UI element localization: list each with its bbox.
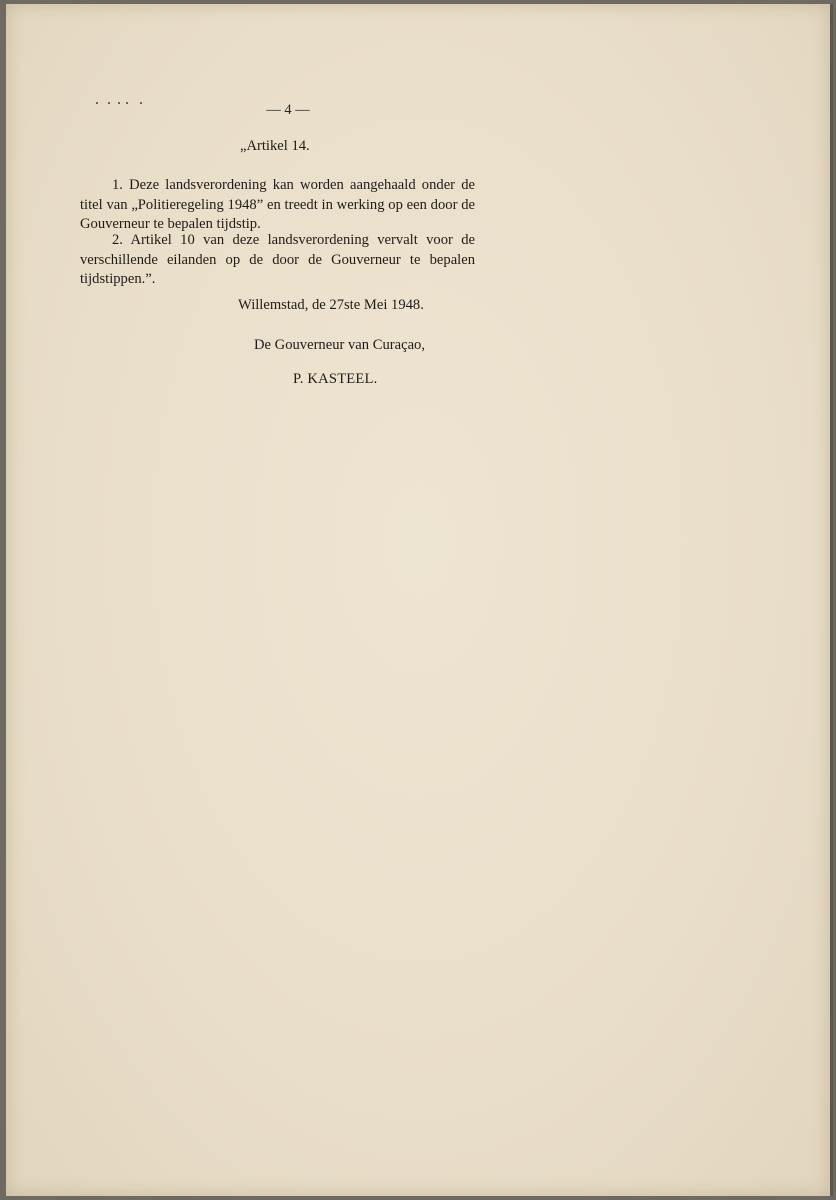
article-paragraph-2: 2. Artikel 10 van deze landsverordening vervalt voor de verschillende eilanden op de door de Gouverneur te bepalen tijdstippen.”. [80, 232, 475, 287]
governor-title: De Gouverneur van Curaçao, [254, 337, 425, 353]
place-and-date: Willemstad, de 27ste Mei 1948. [238, 297, 424, 313]
document-page [6, 4, 833, 1196]
paper-specks [96, 100, 146, 106]
article-heading: „Artikel 14. [240, 138, 310, 154]
article-paragraph-1: 1. Deze landsverordening kan worden aangehaald onder de titel van „Politieregeling 1948” en treedt in werking op een door de Gouverneur te bepalen tijdstip. [80, 177, 475, 232]
signature-name: P. KASTEEL. [293, 371, 378, 387]
page-number: — 4 — [266, 102, 310, 118]
